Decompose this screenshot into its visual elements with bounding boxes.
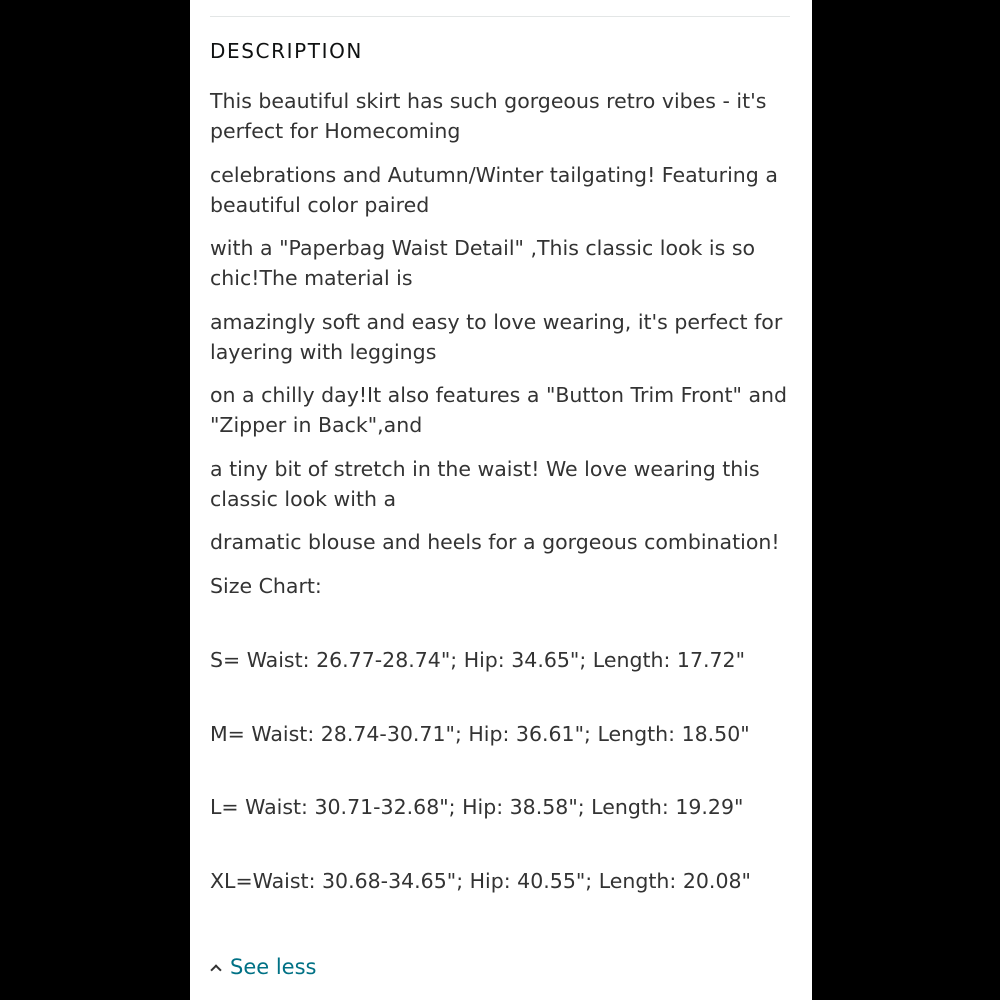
see-less-link[interactable] xyxy=(210,952,316,982)
product-description-panel xyxy=(190,0,812,1000)
description-paragraph: amazingly soft and easy to love wearing, it's perfect for layering with leggings xyxy=(210,309,783,364)
size-chart-row-l: L= Waist: 30.71-32.68"; Hip: 38.58"; Length: 19.29" xyxy=(210,795,744,819)
size-chart-row-xl: XL=Waist: 30.68-34.65"; Hip: 40.55"; Length: 20.08" xyxy=(210,868,751,893)
description-paragraph: celebrations and Autumn/Winter tailgating! Featuring a beautiful color paired xyxy=(210,162,778,217)
chevron-up-icon xyxy=(210,964,221,975)
size-chart-row-m: M= Waist: 28.74-30.71"; Hip: 36.61"; Length: 18.50" xyxy=(210,721,750,746)
see-less-label: See less xyxy=(230,955,317,979)
size-chart-list xyxy=(210,645,795,939)
description-body xyxy=(210,86,795,614)
description-paragraph: a tiny bit of stretch in the waist! We love wearing this classic look with a xyxy=(210,456,760,511)
description-heading: DESCRIPTION xyxy=(210,39,363,63)
description-paragraph: on a chilly day!It also features a "Button Trim Front" and "Zipper in Back",and xyxy=(210,383,788,437)
description-paragraph: This beautiful skirt has such gorgeous retro vibes - it's perfect for Homecoming xyxy=(210,89,767,143)
size-chart-row-s: S= Waist: 26.77-28.74"; Hip: 34.65"; Length: 17.72" xyxy=(210,648,746,672)
section-divider xyxy=(210,16,790,17)
description-paragraph: with a "Paperbag Waist Detail" ,This classic look is so chic!The material is xyxy=(210,236,756,290)
description-paragraph: dramatic blouse and heels for a gorgeous combination! xyxy=(210,530,780,554)
size-chart-label: Size Chart: xyxy=(210,573,322,598)
